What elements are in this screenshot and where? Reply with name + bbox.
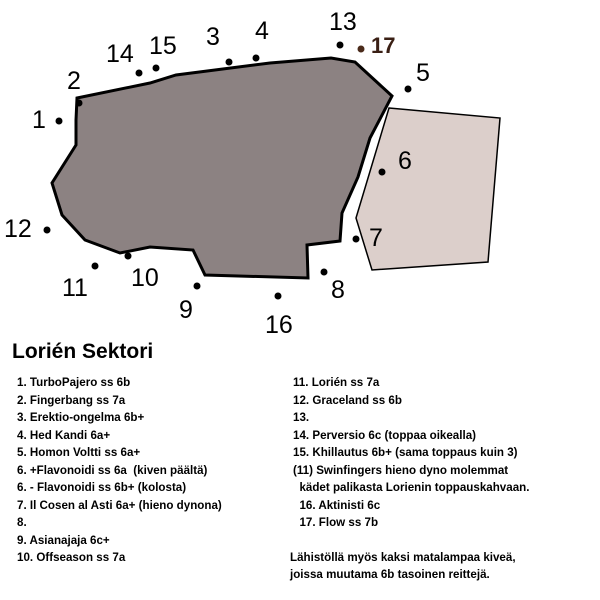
- route-list-item: 16. Aktinisti 6c: [293, 498, 381, 512]
- route-list-item: 7. Il Cosen al Asti 6a+ (hieno dynona): [17, 498, 222, 512]
- svg-text:16: 16: [265, 311, 293, 335]
- svg-text:15: 15: [149, 32, 177, 60]
- route-list-item: 10. Offseason ss 7a: [17, 551, 126, 564]
- route-list-item: 9. Asianajaja 6c+: [17, 533, 110, 547]
- route-list-item: 3. Erektio-ongelma 6b+: [17, 411, 145, 424]
- route-marker-17: [358, 33, 396, 58]
- route-marker-11: [62, 263, 99, 303]
- route-list-item: 14. Perversio 6c (toppaa oikealla): [293, 428, 477, 442]
- svg-text:10: 10: [131, 264, 159, 292]
- route-list-item: 13.: [293, 411, 310, 424]
- route-list-item: 2. Fingerbang ss 7a: [17, 393, 126, 407]
- sector-title: Lorién Sektori: [12, 340, 154, 363]
- svg-text:12: 12: [4, 215, 32, 243]
- svg-text:3: 3: [206, 23, 220, 51]
- route-list-item: 12. Graceland ss 6b: [293, 393, 402, 407]
- route-list-item: 6. - Flavonoidi ss 6b+ (kolosta): [17, 481, 187, 494]
- svg-text:11: 11: [62, 274, 88, 302]
- route-list-item: 8.: [17, 516, 27, 529]
- route-marker-13: [329, 8, 357, 49]
- nearby-boulders-note: [290, 549, 516, 583]
- svg-text:1: 1: [32, 106, 46, 134]
- svg-text:8: 8: [331, 276, 345, 304]
- route-marker-4: [253, 17, 270, 62]
- route-marker-2: [67, 67, 83, 107]
- route-list-item: 11. Lorién ss 7a: [293, 376, 380, 389]
- route-list-left: [17, 374, 222, 567]
- route-list-item: 4. Hed Kandi 6a+: [17, 428, 111, 442]
- route-list-item: (11) Swinfingers hieno dyno molemmat: [293, 463, 509, 477]
- svg-text:6: 6: [398, 147, 412, 175]
- route-list-item: 5. Homon Voltti ss 6a+: [17, 446, 141, 459]
- route-list-item: 6. +Flavonoidi ss 6a (kiven päältä): [17, 463, 208, 477]
- route-marker-16: [265, 293, 293, 336]
- route-list-right: [293, 374, 529, 532]
- route-list-item: 1. TurboPajero ss 6b: [17, 376, 131, 389]
- route-marker-8: [321, 269, 345, 305]
- svg-text:4: 4: [255, 17, 269, 45]
- route-marker-14: [106, 40, 143, 77]
- route-marker-10: [125, 253, 159, 293]
- svg-text:13: 13: [329, 8, 357, 36]
- svg-text:17: 17: [371, 33, 396, 58]
- note-line: Lähistöllä myös kaksi matalampaa kiveä,: [290, 551, 516, 564]
- svg-text:14: 14: [106, 40, 134, 68]
- route-marker-12: [4, 215, 51, 243]
- route-list-item: 17. Flow ss 7b: [293, 516, 379, 529]
- svg-text:5: 5: [416, 59, 430, 87]
- svg-text:2: 2: [67, 67, 81, 95]
- route-list-item: kädet palikasta Lorienin toppauskahvaan.: [293, 481, 530, 494]
- main-boulder-shape: [52, 58, 392, 278]
- route-marker-3: [206, 23, 233, 66]
- route-marker-5: [405, 59, 430, 93]
- svg-text:9: 9: [179, 296, 193, 324]
- route-marker-9: [179, 283, 201, 325]
- route-marker-15: [149, 32, 177, 72]
- route-list-item: 15. Khillautus 6b+ (sama toppaus kuin 3): [293, 446, 518, 459]
- svg-text:7: 7: [369, 224, 383, 252]
- note-line: joissa muutama 6b tasoinen reittejä.: [290, 568, 490, 581]
- route-marker-1: [32, 106, 63, 134]
